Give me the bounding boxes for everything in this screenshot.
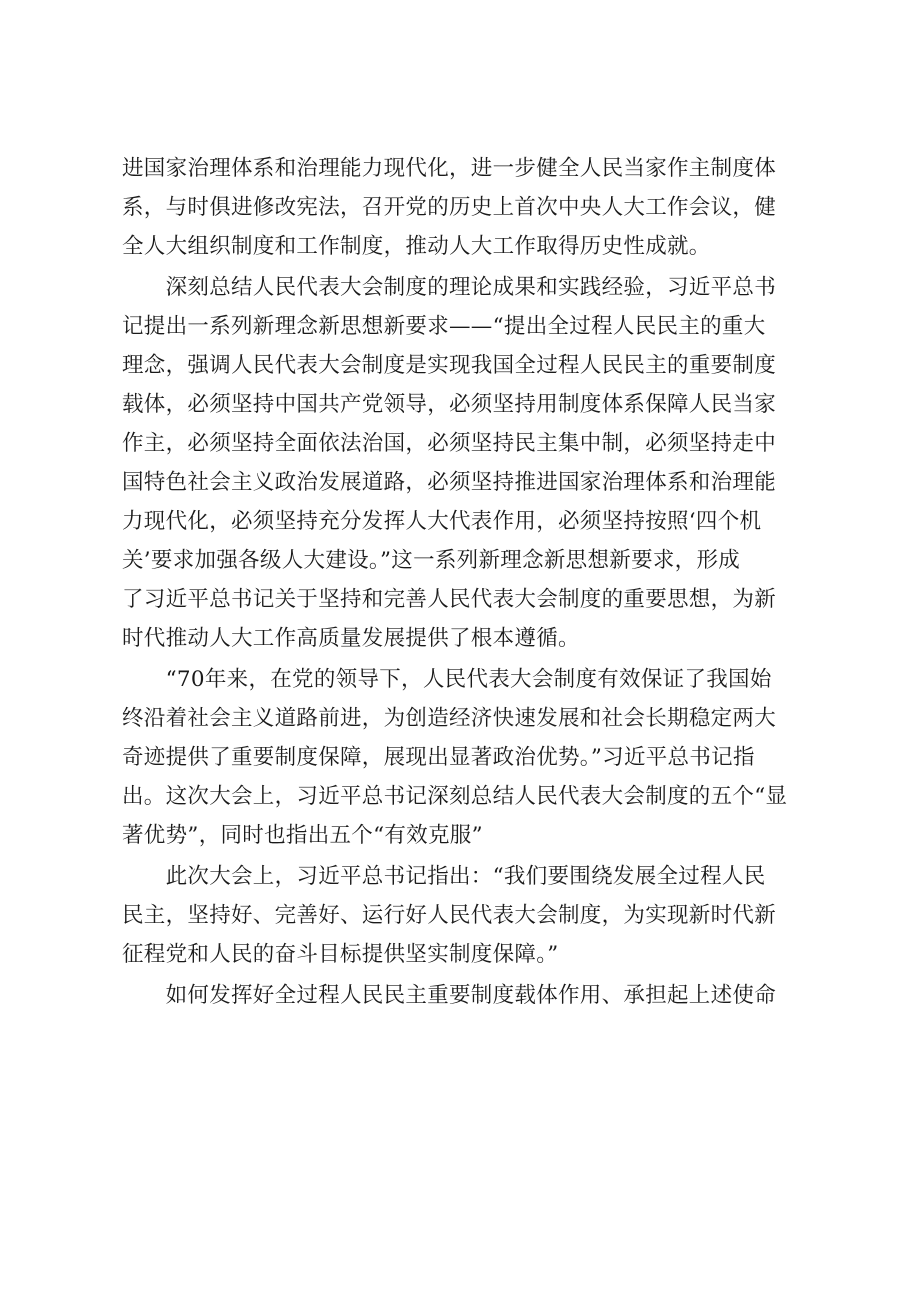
paragraph-3 (122, 660, 812, 855)
text-line: 深刻总结人民代表大会制度的理论成果和实践经验，习近平总书 (122, 275, 777, 300)
text-line: 时代推动人大工作高质量发展提供了根本遵循。 (122, 626, 580, 651)
paragraph-5 (122, 976, 812, 1015)
text-line: 记提出一系列新理念新思想新要求——“提出全过程人民民主的重大 (122, 314, 766, 339)
text-line: 了习近平总书记关于坚持和完善人民代表大会制度的重要思想，为新 (122, 587, 777, 612)
text-line: 关’要求加强各级人大建设。”这一系列新理念新思想新要求，形成 (122, 548, 741, 573)
text-line: 奇迹提供了重要制度保障，展现出显著政治优势。”习近平总书记指 (122, 745, 755, 770)
text-line: 如何发挥好全过程人民民主重要制度载体作用、承担起上述使命 (122, 983, 777, 1008)
text-line: 作主，必须坚持全面依法治国，必须坚持民主集中制，必须坚持走中 (122, 431, 777, 456)
text-line: 载体，必须坚持中国共产党领导，必须坚持用制度体系保障人民当家 (122, 392, 777, 417)
text-line: “70年来，在党的领导下，人民代表大会制度有效保证了我国始 (122, 667, 772, 692)
text-line: 终沿着社会主义道路前进，为创造经济快速发展和社会长期稳定两大 (122, 706, 777, 731)
text-line: 理念，强调人民代表大会制度是实现我国全过程人民民主的重要制度 (122, 353, 777, 378)
paragraph-1 (122, 149, 812, 266)
text-line: 征程党和人民的奋斗目标提供坚实制度保障。” (122, 942, 559, 967)
text-line: 著优势”，同时也指出五个“有效克服” (122, 823, 483, 848)
text-line: 全人大组织制度和工作制度，推动人大工作取得历史性成就。 (122, 234, 711, 259)
text-line: 民主，坚持好、完善好、运行好人民代表大会制度，为实现新时代新 (122, 903, 777, 928)
text-line: 出。这次大会上，习近平总书记深刻总结人民代表大会制度的五个“显 (122, 784, 788, 809)
text-line: 进国家治理体系和治理能力现代化，进一步健全人民当家作主制度体 (122, 156, 777, 181)
text-line: 力现代化，必须坚持充分发挥人大代表作用，必须坚持按照‘四个机 (122, 509, 762, 534)
paragraph-4 (122, 857, 812, 974)
text-line: 国特色社会主义政治发展道路，必须坚持推进国家治理体系和治理能 (122, 470, 777, 495)
text-line: 系，与时俱进修改宪法，召开党的历史上首次中央人大工作会议，健 (122, 195, 777, 220)
text-line: 此次大会上，习近平总书记指出：“我们要围绕发展全过程人民 (122, 864, 766, 889)
paragraph-2 (122, 268, 812, 658)
document-body (122, 149, 812, 1015)
